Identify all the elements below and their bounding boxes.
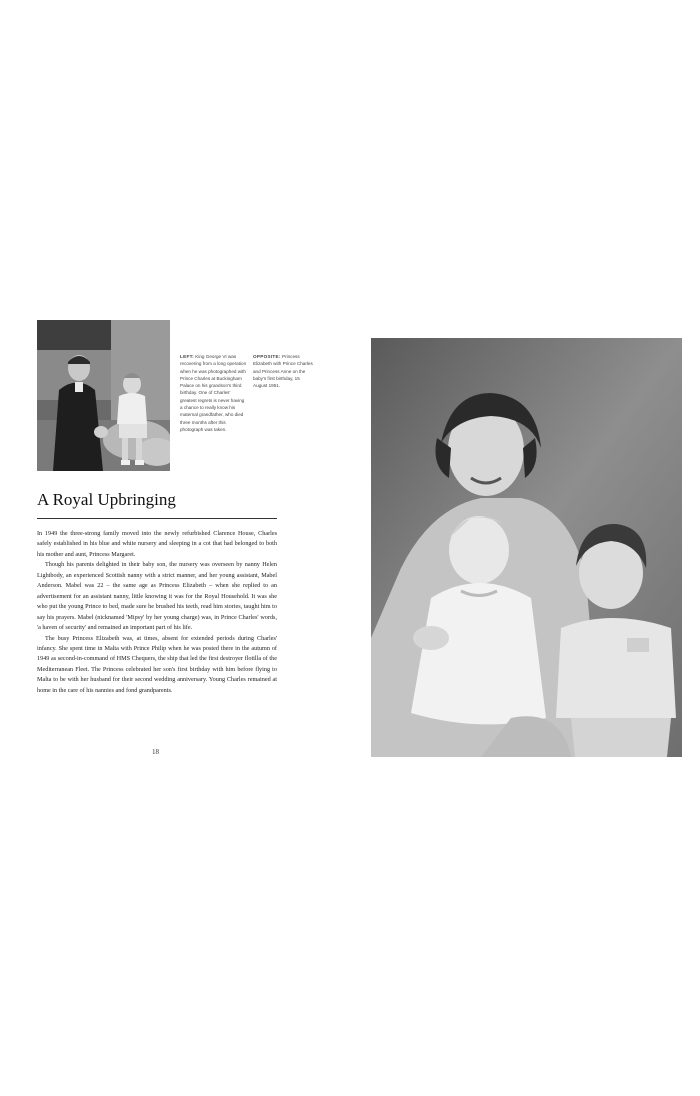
king-and-prince-photo xyxy=(37,320,170,471)
page-number: 18 xyxy=(152,748,159,756)
title-rule xyxy=(37,518,277,519)
caption-text-right: Princess Elizabeth with Prince Charles and Princess Anne on the baby's first birthday, 15 August 1951. xyxy=(253,354,313,389)
left-photo-caption xyxy=(180,353,248,433)
body-paragraph: Though his parents delighted in their baby son, the nursery was overseen by nanny Helen Lightbody, an experienced Scottish nanny with a strict manner, and her young assistant, Mabel Anderson. Mabel was 22 – the same age as Princess Elizabeth – when she replied to an advertisement for an assistant nanny, little knowing it was for the Royal Household. It was she who put the young Prince to bed, made sure he brushed his teeth, read him stories, taught him to say his prayers. Mabel (nicknamed 'Mipsy' by her young charge) was, in Prince Charles' words, 'a haven of security' and remained an important part of his life. xyxy=(37,561,277,632)
caption-text-left: King George VI was recovering from a long operation when he was photographed with Prince Charles at Buckingham Palace on his grandson's third birthday. One of Charles' greatest regrets is never having a chance to really know his maternal grandfather, who died three months after this photograph was taken. xyxy=(180,354,247,432)
body-paragraph: In 1949 the three-strong family moved into the newly refurbished Clarence House, Charles safely established in his blue and white nursery and sleeping in a cot that had belonged to both his mother and aunt, Princess Margaret. xyxy=(37,530,277,558)
body-paragraph: The busy Princess Elizabeth was, at times, absent for extended periods during Charles' infancy. She spent time in Malta with Prince Philip when he was posted there in the autumn of 1949 as second-in-command of HMS Chequers, the ship that led the first destroyer flotilla of the Mediterranean Fleet. The Princess celebrated her son's first birthday with him before flying to Malta to be with her husband for their second wedding anniversary. Young Charles remained at home in the care of his nannies and fond grandparents. xyxy=(37,634,277,694)
caption-lead-right: OPPOSITE: xyxy=(253,354,281,359)
body-text xyxy=(37,529,277,696)
caption-lead-left: LEFT: xyxy=(180,354,195,359)
chapter-title: A Royal Upbringing xyxy=(37,490,176,509)
opposite-photo-caption xyxy=(253,353,315,389)
princess-elizabeth-family-photo xyxy=(371,338,682,757)
